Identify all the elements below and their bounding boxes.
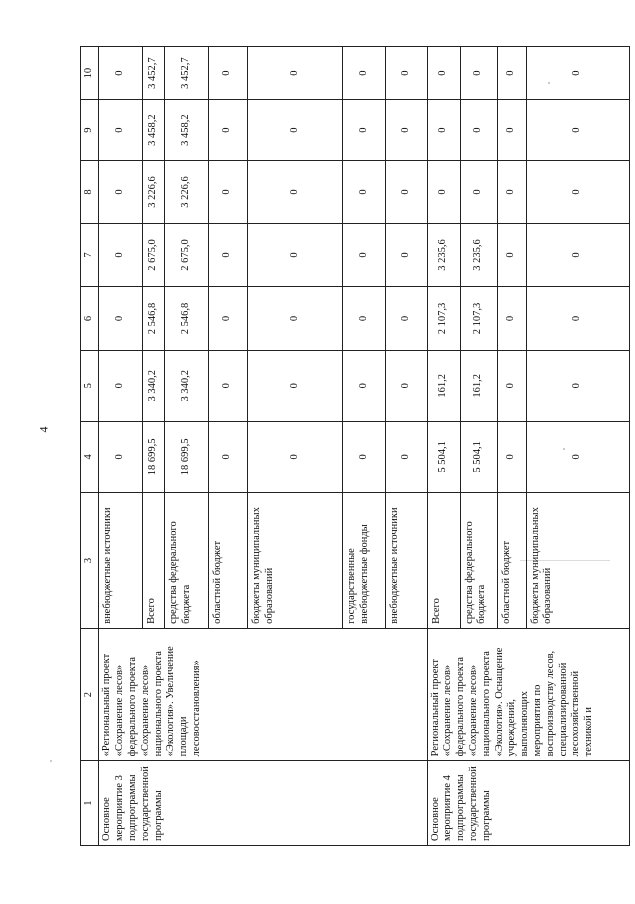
value-cell: 0 <box>342 47 385 100</box>
value-cell: 3 452,7 <box>142 47 165 100</box>
value-cell: 0 <box>497 100 526 161</box>
funding-source: внебюджетные источники <box>386 493 427 629</box>
value-cell: 5 504,1 <box>427 421 460 493</box>
column-header: 4 <box>81 421 99 493</box>
value-cell: 0 <box>526 351 629 422</box>
value-cell: 0 <box>497 351 526 422</box>
value-cell: 2 107,3 <box>460 286 497 350</box>
value-cell: 0 <box>247 161 342 224</box>
value-cell: 0 <box>99 421 142 493</box>
value-cell: 0 <box>342 100 385 161</box>
value-cell: 0 <box>386 224 427 287</box>
funding-source: бюджеты муниципальных образований <box>526 493 629 629</box>
value-cell: 2 546,8 <box>142 286 165 350</box>
value-cell: 0 <box>208 100 247 161</box>
value-cell: 0 <box>497 224 526 287</box>
value-cell: 0 <box>99 224 142 287</box>
value-cell: 3 340,2 <box>142 351 165 422</box>
value-cell: 0 <box>208 224 247 287</box>
page-number: 4 <box>36 426 51 433</box>
column-header: 8 <box>81 161 99 224</box>
value-cell: 0 <box>208 421 247 493</box>
value-cell: 3 340,2 <box>165 351 208 422</box>
funding-source: внебюджетные источники <box>99 493 142 629</box>
value-cell: 0 <box>342 224 385 287</box>
value-cell: 18 699,5 <box>142 421 165 493</box>
value-cell: 0 <box>247 100 342 161</box>
value-cell: 0 <box>526 421 629 493</box>
value-cell: 0 <box>497 421 526 493</box>
value-cell: 2 107,3 <box>427 286 460 350</box>
value-cell: 0 <box>497 47 526 100</box>
value-cell: 0 <box>342 161 385 224</box>
value-cell: 0 <box>526 47 629 100</box>
value-cell: 0 <box>247 286 342 350</box>
measure-description: «Региональный проект «Сохранение лесов» федерального проекта «Сохранение лесов» национального проекта «Экология». Увеличение площади лесовосстановления» <box>99 628 427 760</box>
funding-source: областной бюджет <box>497 493 526 629</box>
measure-name: Основное мероприятие 3 подпрограммы государственной программы <box>99 761 427 846</box>
value-cell: 0 <box>342 421 385 493</box>
table-row <box>427 47 460 846</box>
value-cell: 161,2 <box>427 351 460 422</box>
funding-source: областной бюджет <box>208 493 247 629</box>
value-cell: 0 <box>99 286 142 350</box>
table-header-row <box>81 47 99 846</box>
value-cell: 2 675,0 <box>142 224 165 287</box>
funding-source: государственные внебюджетные фонды <box>342 493 385 629</box>
value-cell: 3 226,6 <box>142 161 165 224</box>
value-cell: 0 <box>526 286 629 350</box>
funding-source: средства федерального бюджета <box>460 493 497 629</box>
value-cell: 0 <box>386 47 427 100</box>
value-cell: 161,2 <box>460 351 497 422</box>
value-cell: 0 <box>247 351 342 422</box>
measure-name: Основное мероприятие 4 подпрограммы государственной программы <box>427 761 629 846</box>
value-cell: 0 <box>427 161 460 224</box>
table-row <box>99 47 142 846</box>
value-cell: 2 546,8 <box>165 286 208 350</box>
column-header: 6 <box>81 286 99 350</box>
value-cell: 0 <box>386 286 427 350</box>
value-cell: 0 <box>497 286 526 350</box>
funding-source: Всего <box>427 493 460 629</box>
value-cell: 0 <box>247 421 342 493</box>
value-cell: 0 <box>247 224 342 287</box>
column-header: 7 <box>81 224 99 287</box>
funding-source: бюджеты муниципальных образований <box>247 493 342 629</box>
value-cell: 3 452,7 <box>165 47 208 100</box>
value-cell: 0 <box>208 286 247 350</box>
value-cell: 0 <box>386 161 427 224</box>
value-cell: 0 <box>99 351 142 422</box>
rotated-table-container <box>80 46 630 846</box>
column-header: 2 <box>81 628 99 760</box>
value-cell: 0 <box>386 421 427 493</box>
value-cell: 0 <box>247 47 342 100</box>
value-cell: 0 <box>497 161 526 224</box>
value-cell: 2 675,0 <box>165 224 208 287</box>
value-cell: 0 <box>460 47 497 100</box>
value-cell: 3 235,6 <box>460 224 497 287</box>
scan-speck <box>50 760 52 762</box>
column-header: 1 <box>81 761 99 846</box>
value-cell: 0 <box>208 47 247 100</box>
value-cell: 0 <box>99 47 142 100</box>
value-cell: 0 <box>208 351 247 422</box>
value-cell: 0 <box>427 100 460 161</box>
value-cell: 18 699,5 <box>165 421 208 493</box>
measure-description: Региональный проект «Сохранение лесов» федерального проекта «Сохранение лесов» национального проекта «Экология». Оснащение учреждений, выполняющих мероприятия по воспроизводству лесов, специализированной лесохозяйственной техникой и <box>427 628 629 760</box>
column-header: 3 <box>81 493 99 629</box>
value-cell: 0 <box>99 161 142 224</box>
value-cell: 0 <box>99 100 142 161</box>
funding-source: Всего <box>142 493 165 629</box>
value-cell: 0 <box>386 100 427 161</box>
value-cell: 5 504,1 <box>460 421 497 493</box>
funding-table <box>80 46 630 846</box>
funding-source: средства федерального бюджета <box>165 493 208 629</box>
column-header: 5 <box>81 351 99 422</box>
value-cell: 0 <box>526 100 629 161</box>
value-cell: 0 <box>342 351 385 422</box>
value-cell: 0 <box>460 161 497 224</box>
value-cell: 3 226,6 <box>165 161 208 224</box>
value-cell: 3 458,2 <box>165 100 208 161</box>
value-cell: 0 <box>208 161 247 224</box>
value-cell: 3 235,6 <box>427 224 460 287</box>
column-header: 9 <box>81 100 99 161</box>
column-header: 10 <box>81 47 99 100</box>
value-cell: 0 <box>526 161 629 224</box>
value-cell: 0 <box>427 47 460 100</box>
value-cell: 3 458,2 <box>142 100 165 161</box>
value-cell: 0 <box>386 351 427 422</box>
value-cell: 0 <box>526 224 629 287</box>
value-cell: 0 <box>460 100 497 161</box>
value-cell: 0 <box>342 286 385 350</box>
